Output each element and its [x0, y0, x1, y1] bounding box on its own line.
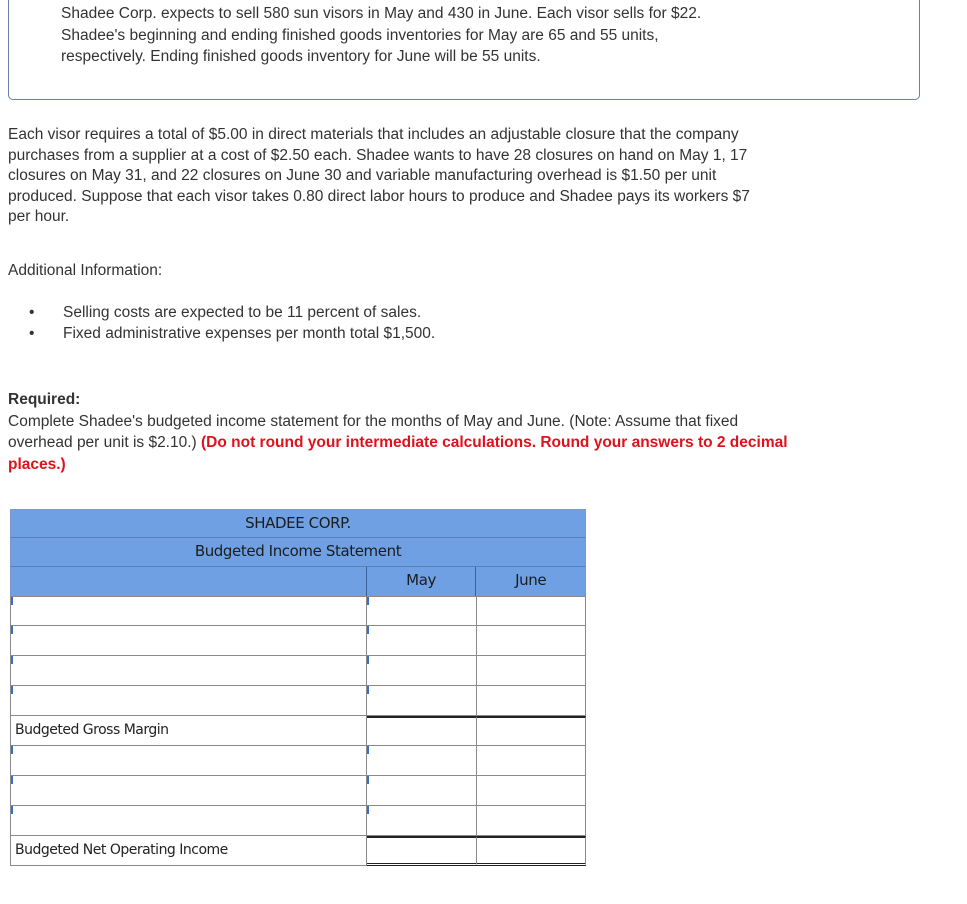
- row-label-input[interactable]: [11, 686, 366, 715]
- may-amount-cell[interactable]: [367, 806, 477, 836]
- may-amount-cell[interactable]: [367, 776, 477, 806]
- june-amount-cell[interactable]: [477, 626, 586, 656]
- may-amount-cell[interactable]: [367, 686, 477, 716]
- paragraph-line: per hour.: [8, 208, 70, 225]
- gross-margin-label: Budgeted Gross Margin: [15, 722, 169, 738]
- may-amount-input[interactable]: [367, 776, 476, 805]
- june-gross-margin-input[interactable]: [477, 718, 585, 745]
- may-amount-input[interactable]: [367, 806, 476, 835]
- may-amount-cell[interactable]: [367, 626, 477, 656]
- problem-intro-box: [8, 0, 920, 100]
- problem-paragraph: [8, 125, 958, 228]
- list-item: [26, 323, 435, 344]
- company-name-header: SHADEE CORP.: [10, 509, 586, 538]
- may-amount-cell[interactable]: [367, 656, 477, 686]
- may-amount-input[interactable]: [367, 686, 476, 715]
- row-label-input[interactable]: [11, 806, 366, 835]
- may-net-operating-income-cell[interactable]: [367, 836, 477, 866]
- bullet-icon: •: [29, 304, 35, 321]
- row-label-dropdown[interactable]: [10, 656, 367, 686]
- paragraph-line: closures on May 31, and 22 closures on June 30 and variable manufacturing overhead is $1.50 per unit: [8, 167, 717, 184]
- table-row: [10, 806, 586, 836]
- may-amount-cell[interactable]: [367, 746, 477, 776]
- may-gross-margin-cell[interactable]: [367, 716, 477, 746]
- june-net-operating-income-cell[interactable]: [477, 836, 586, 866]
- column-header-may: May: [367, 567, 477, 596]
- rounding-instruction: (Do not round your intermediate calculations. Round your answers to 2 decimal: [201, 434, 788, 451]
- june-amount-cell[interactable]: [477, 656, 586, 686]
- paragraph-line: produced. Suppose that each visor takes 0.80 direct labor hours to produce and Shadee pays its workers $7: [8, 187, 750, 205]
- income-statement-table: [10, 509, 586, 866]
- bullet-text: Selling costs are expected to be 11 percent of sales.: [63, 304, 422, 321]
- may-gross-margin-input[interactable]: [367, 718, 476, 745]
- row-label-dropdown[interactable]: [10, 776, 367, 806]
- june-amount-cell[interactable]: [477, 746, 586, 776]
- column-header-june: June: [515, 571, 547, 589]
- row-label-dropdown[interactable]: [10, 626, 367, 656]
- june-amount-cell[interactable]: [477, 776, 586, 806]
- gross-margin-label-cell: [10, 716, 367, 746]
- june-amount-input[interactable]: [477, 806, 585, 835]
- paragraph-line: Each visor requires a total of $5.00 in direct materials that includes an adjustable closure that the company: [8, 126, 739, 143]
- gross-margin-row: [10, 716, 586, 746]
- table-row: [10, 746, 586, 776]
- list-item: [26, 302, 435, 323]
- paragraph-line: purchases from a supplier at a cost of $2.50 each. Shadee wants to have 28 closures on hand on May 1, 17: [8, 146, 748, 164]
- june-amount-cell[interactable]: [477, 686, 586, 716]
- june-amount-input[interactable]: [477, 656, 585, 685]
- june-amount-input[interactable]: [477, 776, 585, 805]
- row-label-input[interactable]: [11, 626, 366, 655]
- may-amount-input[interactable]: [367, 626, 476, 655]
- label-column-header: [11, 567, 367, 596]
- row-label-input[interactable]: [11, 776, 366, 805]
- may-amount-cell[interactable]: [367, 597, 477, 626]
- column-header-row: [10, 567, 586, 596]
- bullet-icon: •: [29, 325, 35, 342]
- may-amount-input[interactable]: [367, 746, 476, 775]
- table-row: [10, 596, 586, 626]
- table-row: [10, 656, 586, 686]
- table-row: [10, 776, 586, 806]
- row-label-input[interactable]: [11, 597, 366, 625]
- intro-line: Shadee's beginning and ending finished goods inventories for May are 65 and 55 units,: [61, 26, 659, 44]
- row-label-input[interactable]: [11, 656, 366, 685]
- intro-line: respectively. Ending finished goods inventory for June will be 55 units.: [61, 48, 541, 65]
- may-amount-input[interactable]: [367, 656, 476, 685]
- table-row: [10, 686, 586, 716]
- may-amount-input[interactable]: [367, 597, 476, 625]
- net-operating-income-label: Budgeted Net Operating Income: [15, 842, 228, 858]
- june-amount-input[interactable]: [477, 626, 585, 655]
- row-label-dropdown[interactable]: [10, 597, 367, 626]
- june-net-operating-income-input[interactable]: [477, 838, 585, 863]
- row-label-dropdown[interactable]: [10, 806, 367, 836]
- additional-info-list: [26, 302, 435, 344]
- rounding-instruction-end: places.): [8, 455, 66, 473]
- june-amount-input[interactable]: [477, 597, 585, 625]
- required-heading: Required:: [8, 391, 81, 408]
- june-amount-cell[interactable]: [477, 806, 586, 836]
- may-net-operating-income-input[interactable]: [367, 838, 476, 863]
- required-line: Complete Shadee's budgeted income statement for the months of May and June. (Note: Assume that fixed: [8, 412, 739, 430]
- june-amount-input[interactable]: [477, 746, 585, 775]
- intro-line: Shadee Corp. expects to sell 580 sun visors in May and 430 in June. Each visor sells for $22.: [61, 5, 702, 22]
- table-row: [10, 626, 586, 656]
- required-line: [8, 432, 963, 454]
- net-operating-income-label-cell: [10, 836, 367, 866]
- required-section: [8, 389, 963, 475]
- statement-title-header: Budgeted Income Statement: [10, 538, 586, 567]
- required-note: overhead per unit is $2.10.): [8, 434, 202, 451]
- row-label-dropdown[interactable]: [10, 746, 367, 776]
- row-label-input[interactable]: [11, 746, 366, 775]
- june-gross-margin-cell[interactable]: [477, 716, 586, 746]
- june-amount-input[interactable]: [477, 686, 585, 715]
- additional-info-heading: Additional Information:: [8, 262, 163, 279]
- bullet-text: Fixed administrative expenses per month total $1,500.: [63, 325, 436, 342]
- june-amount-cell[interactable]: [477, 597, 586, 626]
- row-label-dropdown[interactable]: [10, 686, 367, 716]
- net-operating-income-row: [10, 836, 586, 866]
